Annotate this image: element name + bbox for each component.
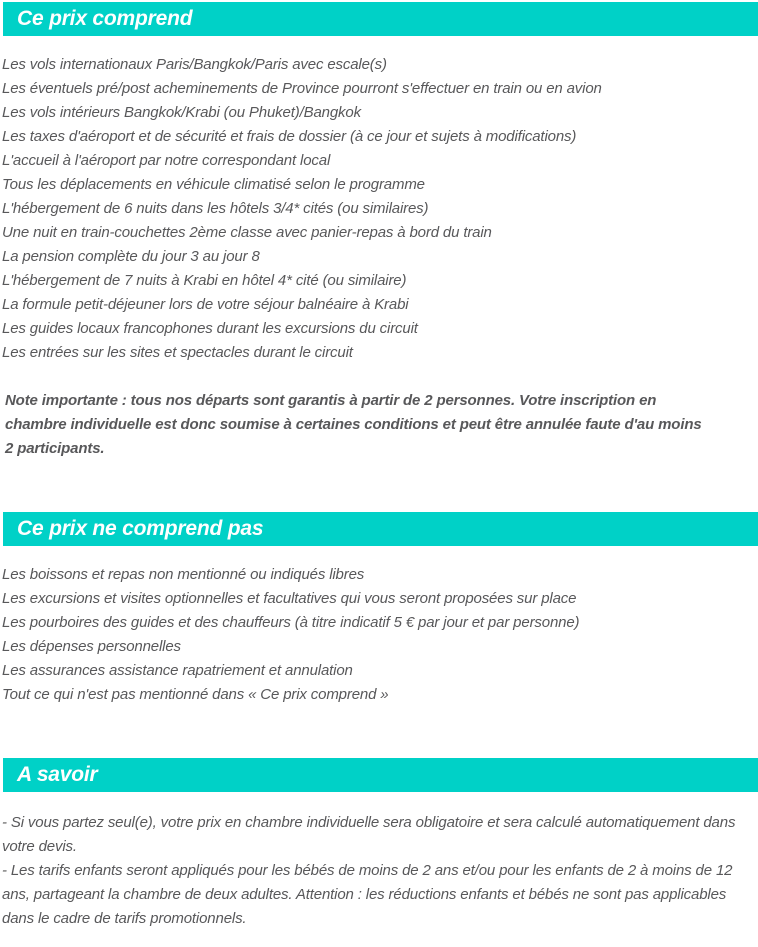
list-item: Les guides locaux francophones durant les excursions du circuit — [2, 320, 418, 337]
price-includes-list — [0, 53, 758, 365]
list-item: Les vols internationaux Paris/Bangkok/Paris avec escale(s) — [2, 56, 387, 73]
list-item: Les taxes d'aéroport et de sécurité et frais de dossier (à ce jour et sujets à modifications) — [2, 128, 577, 145]
list-item: Tout ce qui n'est pas mentionné dans « Ce prix comprend » — [2, 686, 389, 703]
list-item: Les entrées sur les sites et spectacles durant le circuit — [2, 344, 353, 361]
important-note: Note importante : tous nos départs sont garantis à partir de 2 personnes. Votre inscription en chambre individuelle est donc soumise à certaines conditions et peut être annulée faute d'au moins 2 participants. — [5, 392, 702, 457]
section-title: Ce prix comprend — [17, 7, 193, 30]
list-item: Les éventuels pré/post acheminements de Province pourront s'effectuer en train ou en avion — [2, 80, 602, 97]
list-item: L'hébergement de 7 nuits à Krabi en hôtel 4* cité (ou similaire) — [2, 272, 407, 289]
list-item: Les excursions et visites optionnelles et facultatives qui vous seront proposées sur place — [2, 590, 577, 607]
list-item: La pension complète du jour 3 au jour 8 — [2, 248, 260, 265]
section-title: A savoir — [17, 763, 98, 786]
list-item: Tous les déplacements en véhicule climatisé selon le programme — [2, 176, 425, 193]
good-to-know-list — [0, 811, 758, 931]
list-item: - Les tarifs enfants seront appliqués pour les bébés de moins de 2 ans et/ou pour les enfants de 2 à moins de 12 ans, partageant la chambre de deux adultes. Attention : les réductions enfants et bébés ne sont pas applicables dans le cadre de tarifs promotionnels. — [2, 862, 733, 927]
section-title: Ce prix ne comprend pas — [17, 517, 264, 540]
list-item: Les vols intérieurs Bangkok/Krabi (ou Phuket)/Bangkok — [2, 104, 361, 121]
section-header-price-excludes — [3, 512, 758, 546]
section-price-excludes — [0, 512, 758, 707]
list-item: L'hébergement de 6 nuits dans les hôtels 3/4* cités (ou similaires) — [2, 200, 429, 217]
price-excludes-list — [0, 563, 758, 707]
list-item: Les pourboires des guides et des chauffeurs (à titre indicatif 5 € par jour et par personne) — [2, 614, 580, 631]
list-item: Une nuit en train-couchettes 2ème classe avec panier-repas à bord du train — [2, 224, 492, 241]
list-item: Les boissons et repas non mentionné ou indiqués libres — [2, 566, 365, 583]
list-item: La formule petit-déjeuner lors de votre séjour balnéaire à Krabi — [2, 296, 409, 313]
section-header-good-to-know — [3, 758, 758, 792]
section-price-includes — [0, 2, 758, 461]
list-item: - Si vous partez seul(e), votre prix en chambre individuelle sera obligatoire et sera calculé automatiquement dans votre devis. — [2, 814, 736, 855]
list-item: Les assurances assistance rapatriement et annulation — [2, 662, 353, 679]
list-item: Les dépenses personnelles — [2, 638, 181, 655]
list-item: L'accueil à l'aéroport par notre correspondant local — [2, 152, 331, 169]
section-good-to-know — [0, 758, 758, 931]
section-header-price-includes — [3, 2, 758, 36]
